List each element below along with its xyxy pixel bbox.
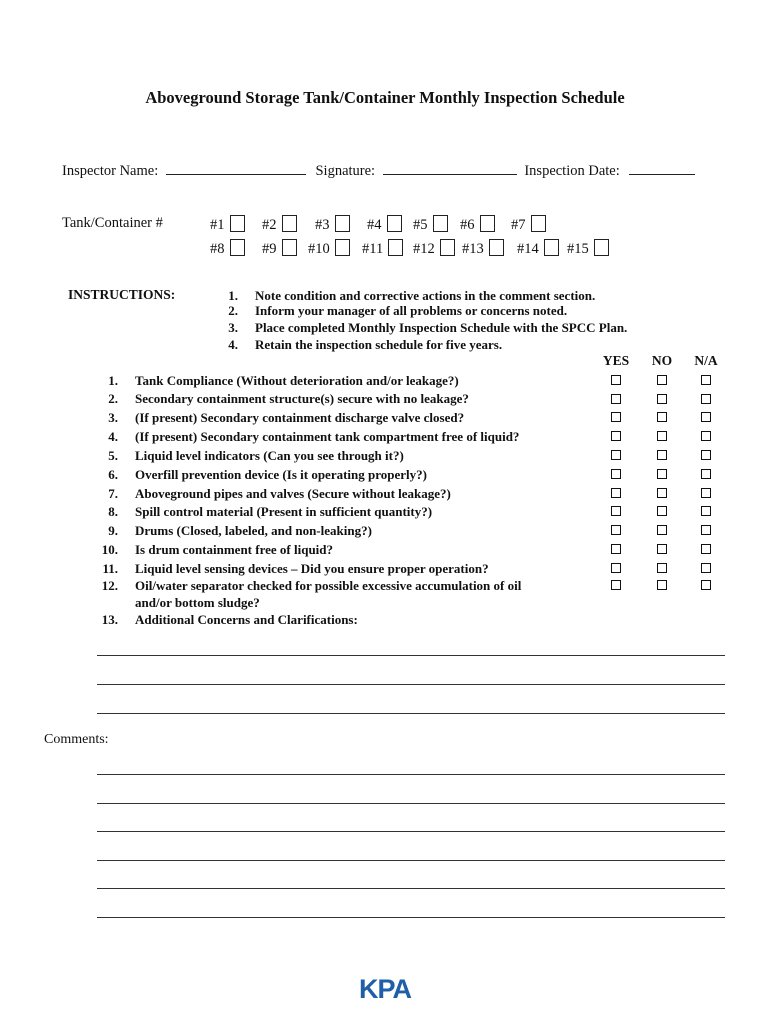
tank-checkbox[interactable] <box>388 239 403 256</box>
tank-number: #12 <box>413 241 435 257</box>
answer-checkbox-na[interactable] <box>701 412 711 422</box>
question-number: 13. <box>101 612 118 627</box>
answer-checkbox-no[interactable] <box>657 488 667 498</box>
instruction-number: 2. <box>228 303 238 318</box>
question-number: 8. <box>108 504 118 519</box>
answer-checkbox-no[interactable] <box>657 580 667 590</box>
question-text: Aboveground pipes and valves (Secure without leakage?) <box>135 486 451 501</box>
answer-checkbox-yes[interactable] <box>611 469 621 479</box>
tank-option[interactable] <box>511 215 546 234</box>
tank-checkbox[interactable] <box>282 215 297 232</box>
comments-label: Comments: <box>44 732 109 747</box>
tank-number: #15 <box>567 241 589 257</box>
answer-checkbox-na[interactable] <box>701 375 711 385</box>
answer-checkbox-yes[interactable] <box>611 375 621 385</box>
question-text: Is drum containment free of liquid? <box>135 542 334 557</box>
answer-checkbox-na[interactable] <box>701 431 711 441</box>
comment-line[interactable] <box>97 860 725 861</box>
concerns-line[interactable] <box>97 684 725 685</box>
answer-checkbox-no[interactable] <box>657 431 667 441</box>
answer-checkbox-na[interactable] <box>701 506 711 516</box>
question-text-continued: and/or bottom sludge? <box>135 595 260 610</box>
answer-checkbox-na[interactable] <box>701 525 711 535</box>
question-number: 5. <box>108 448 118 463</box>
answer-checkbox-no[interactable] <box>657 412 667 422</box>
tank-container-label: Tank/Container # <box>62 215 163 231</box>
answer-checkbox-no[interactable] <box>657 525 667 535</box>
instruction-number: 1. <box>228 288 238 303</box>
tank-option[interactable] <box>367 215 402 234</box>
tank-checkbox[interactable] <box>489 239 504 256</box>
answer-checkbox-na[interactable] <box>701 488 711 498</box>
answer-checkbox-yes[interactable] <box>611 412 621 422</box>
instructions-label: INSTRUCTIONS: <box>68 287 176 302</box>
column-header-yes: YES <box>602 353 630 368</box>
logo-lettering: KPA <box>358 974 412 1004</box>
comment-line[interactable] <box>97 774 725 775</box>
inspector-name-label: Inspector Name: <box>62 163 159 179</box>
answer-checkbox-yes[interactable] <box>611 431 621 441</box>
tank-number: #13 <box>462 241 484 257</box>
answer-checkbox-yes[interactable] <box>611 394 621 404</box>
concerns-line[interactable] <box>97 655 725 656</box>
column-header-na: N/A <box>694 353 718 368</box>
answer-checkbox-na[interactable] <box>701 469 711 479</box>
inspection-date-label: Inspection Date: <box>524 163 620 179</box>
tank-checkbox[interactable] <box>335 239 350 256</box>
tank-checkbox[interactable] <box>282 239 297 256</box>
answer-checkbox-no[interactable] <box>657 450 667 460</box>
question-text: Liquid level indicators (Can you see through it?) <box>135 448 404 463</box>
concerns-line[interactable] <box>97 713 725 714</box>
form-title: Aboveground Storage Tank/Container Monthly Inspection Schedule <box>145 88 625 107</box>
header-fields <box>62 162 695 180</box>
question-text: Liquid level sensing devices – Did you ensure proper operation? <box>135 561 489 576</box>
question-text: Secondary containment structure(s) secure with no leakage? <box>135 391 469 406</box>
question-number: 12. <box>101 578 118 593</box>
answer-checkbox-na[interactable] <box>701 394 711 404</box>
tank-number: #1 <box>210 217 225 233</box>
tank-checkbox[interactable] <box>440 239 455 256</box>
question-number: 11. <box>102 561 118 576</box>
question-text: Overfill prevention device (Is it operating properly?) <box>135 467 427 482</box>
tank-option[interactable] <box>210 215 245 234</box>
tank-option[interactable] <box>460 215 495 234</box>
inspector-name-field[interactable] <box>166 162 306 175</box>
tank-checkbox[interactable] <box>433 215 448 232</box>
tank-option[interactable] <box>308 239 350 258</box>
question-text: Spill control material (Present in sufficient quantity?) <box>135 504 433 519</box>
tank-option[interactable] <box>567 239 609 258</box>
answer-checkbox-yes[interactable] <box>611 506 621 516</box>
question-number: 10. <box>101 542 118 557</box>
answer-checkbox-no[interactable] <box>657 506 667 516</box>
question-number: 9. <box>108 523 118 538</box>
tank-option[interactable] <box>462 239 504 258</box>
question-text: Tank Compliance (Without deterioration and/or leakage?) <box>135 373 459 388</box>
instruction-number: 3. <box>228 320 238 335</box>
comment-line[interactable] <box>97 803 725 804</box>
tank-option[interactable] <box>413 239 455 258</box>
signature-field[interactable] <box>383 162 517 175</box>
kpa-logo-mark <box>353 972 417 1004</box>
answer-checkbox-yes[interactable] <box>611 525 621 535</box>
instruction-text: Inform your manager of all problems or concerns noted. <box>255 303 568 318</box>
question-number: 2. <box>108 391 118 406</box>
answer-checkbox-na[interactable] <box>701 563 711 573</box>
tank-option[interactable] <box>315 215 350 234</box>
tank-checkbox[interactable] <box>594 239 609 256</box>
answer-checkbox-no[interactable] <box>657 394 667 404</box>
answer-checkbox-no[interactable] <box>657 375 667 385</box>
answer-checkbox-na[interactable] <box>701 450 711 460</box>
tank-option[interactable] <box>517 239 559 258</box>
tank-option[interactable] <box>413 215 448 234</box>
instruction-number: 4. <box>228 337 238 352</box>
tank-number: #4 <box>367 217 382 233</box>
answer-checkbox-na[interactable] <box>701 544 711 554</box>
question-number: 6. <box>108 467 118 482</box>
question-number: 4. <box>108 429 118 444</box>
question-text: (If present) Secondary containment discharge valve closed? <box>135 410 465 425</box>
answer-checkbox-yes[interactable] <box>611 488 621 498</box>
answer-checkbox-yes[interactable] <box>611 580 621 590</box>
answer-checkbox-yes[interactable] <box>611 450 621 460</box>
question-number: 7. <box>108 486 118 501</box>
column-header-no: NO <box>651 353 673 368</box>
inspection-date-field[interactable] <box>629 162 695 175</box>
answer-checkbox-yes[interactable] <box>611 563 621 573</box>
tank-number: #11 <box>362 241 384 257</box>
tank-checkbox[interactable] <box>480 215 495 232</box>
tank-number: #3 <box>315 217 330 233</box>
tank-option[interactable] <box>210 239 245 258</box>
tank-checkbox[interactable] <box>387 215 402 232</box>
signature-label: Signature: <box>315 163 376 179</box>
tank-option[interactable] <box>362 239 403 258</box>
tank-checkbox[interactable] <box>230 215 245 232</box>
question-text: Oil/water separator checked for possible excessive accumulation of oil <box>135 578 522 593</box>
instruction-text: Place completed Monthly Inspection Schedule with the SPCC Plan. <box>255 320 628 335</box>
question-number: 3. <box>108 410 118 425</box>
tank-number: #6 <box>460 217 475 233</box>
instruction-text: Retain the inspection schedule for five years. <box>255 337 503 352</box>
tank-option[interactable] <box>262 239 297 258</box>
tank-checkbox[interactable] <box>335 215 350 232</box>
tank-checkbox[interactable] <box>544 239 559 256</box>
answer-checkbox-no[interactable] <box>657 469 667 479</box>
instruction-text: Note condition and corrective actions in the comment section. <box>255 288 596 303</box>
question-text: (If present) Secondary containment tank compartment free of liquid? <box>135 429 520 444</box>
answer-checkbox-yes[interactable] <box>611 544 621 554</box>
answer-checkbox-no[interactable] <box>657 563 667 573</box>
tank-checkbox[interactable] <box>531 215 546 232</box>
tank-option[interactable] <box>262 215 297 234</box>
tank-number: #2 <box>262 217 277 233</box>
tank-number: #7 <box>511 217 526 233</box>
tank-number: #14 <box>517 241 539 257</box>
tank-number: #5 <box>413 217 428 233</box>
question-number: 1. <box>108 373 118 388</box>
comment-line[interactable] <box>97 917 725 918</box>
kpa-logo <box>353 972 417 1004</box>
answer-checkbox-no[interactable] <box>657 544 667 554</box>
question-text: Additional Concerns and Clarifications: <box>135 612 358 627</box>
tank-number: #9 <box>262 241 277 257</box>
comment-line[interactable] <box>97 888 725 889</box>
comment-line[interactable] <box>97 831 725 832</box>
tank-number: #8 <box>210 241 225 257</box>
tank-checkbox[interactable] <box>230 239 245 256</box>
tank-number: #10 <box>308 241 330 257</box>
answer-checkbox-na[interactable] <box>701 580 711 590</box>
question-text: Drums (Closed, labeled, and non-leaking?) <box>135 523 372 538</box>
